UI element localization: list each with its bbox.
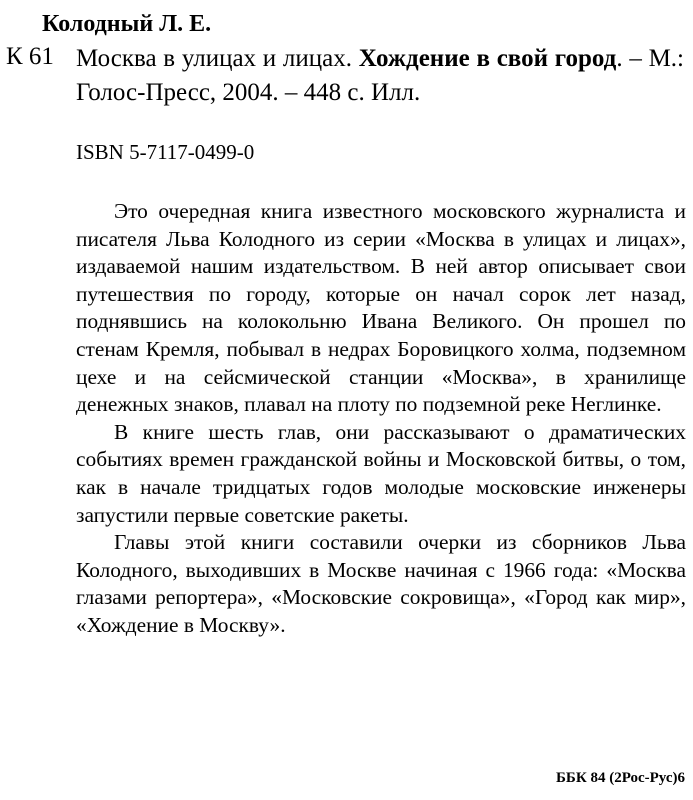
book-series-title: Москва в улицах и лицах. [76, 45, 353, 72]
book-title: Хождение в свой город [358, 45, 617, 72]
annotation-paragraph-1: Это очередная книга известного московского журналиста и писателя Льва Колодного из серии «Москва в улицах и лицах», издаваемой нашим издательством. В ней автор описывает свои путешествия по городу, которые он начал сорок лет назад, поднявшись на колокольню Ивана Великого. Он прошел по стенам Кремля, побывал в недрах Боровицкого холма, подземном цехе и на сейсмической станции «Москва», в хранилище денежных знаков, плавал на плоту по подземной реке Неглинке. [76, 199, 686, 417]
author-name: Колодный Л. Е. [42, 11, 212, 37]
imprint: . – М.: Голос-Пресс, 2004. – 448 с. Илл. [76, 45, 684, 106]
isbn: ISBN 5-7117-0499-0 [76, 140, 255, 164]
annotation-paragraph-3: Главы этой книги составили очерки из сборников Льва Колодного, выходивших в Москве начиная с 1966 года: «Москва глазами репортера», «Московские сокровища», «Город как мир», «Хождение в Москву». [76, 530, 686, 637]
bbk-classification: ББК 84 (2Рос-Рус)6 [555, 770, 685, 786]
annotation [76, 198, 686, 640]
bibliographic-entry [76, 42, 684, 110]
annotation-paragraph-2: В книге шесть глав, они рассказывают о драматических событиях времен гражданской войны и Московской битвы, о том, как в начале тридцатых годов молодые московские инженеры запустили первые советские ракеты. [76, 419, 686, 527]
library-code: К 61 [6, 43, 54, 70]
